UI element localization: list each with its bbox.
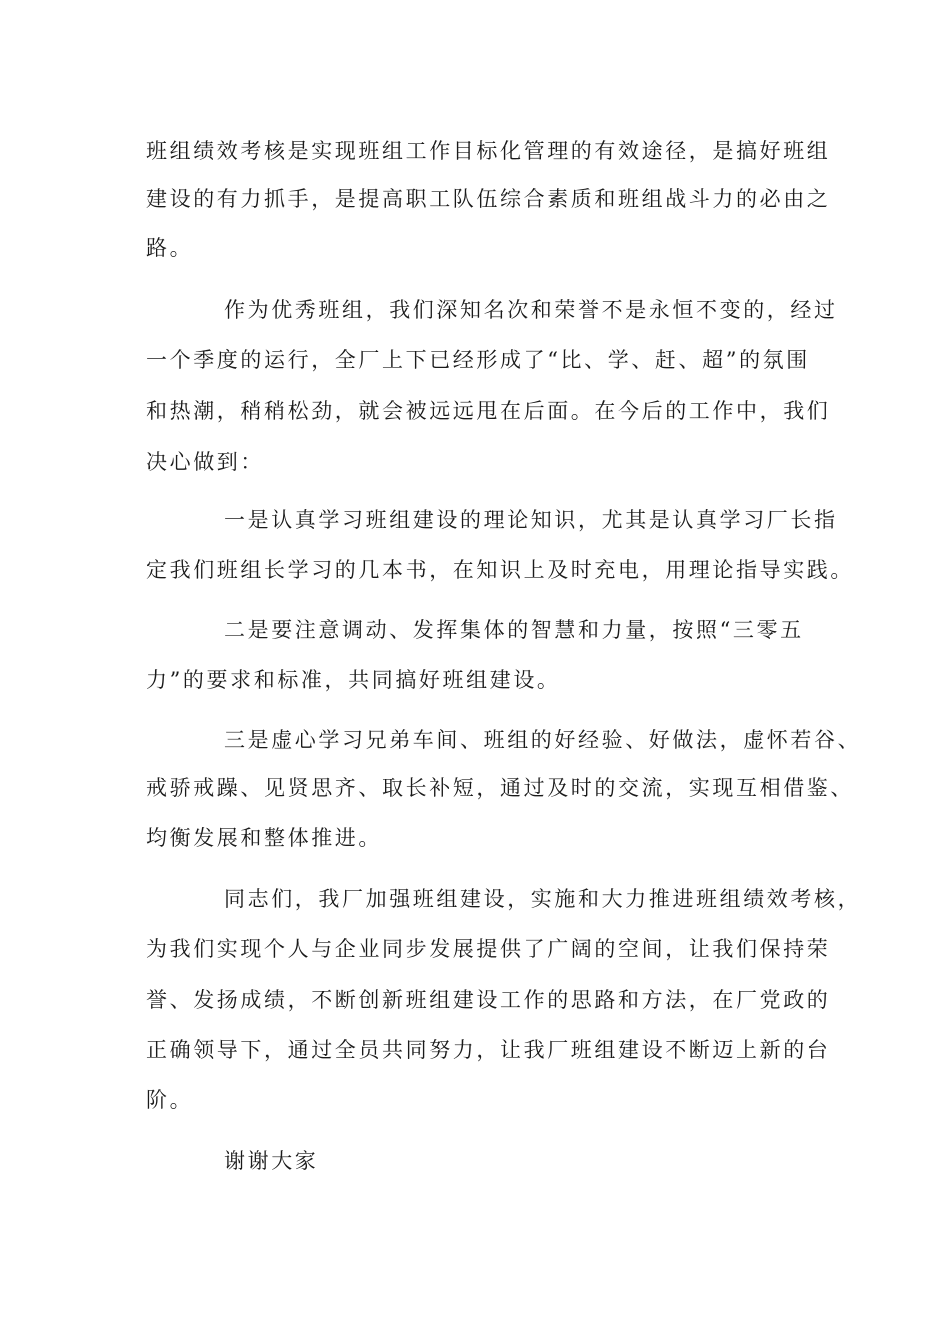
paragraph-4-line-1: 二是要注意调动、发挥集体的智慧和力量，按照“三零五 (224, 618, 804, 642)
paragraph-6-line-4: 正确领导下，通过全员共同努力，让我厂班组建设不断迈上新的台 (146, 1038, 831, 1062)
paragraph-6-line-1: 同志们，我厂加强班组建设，实施和大力推进班组绩效考核， (224, 887, 862, 911)
paragraph-1-line-3: 路。 (146, 236, 194, 260)
paragraph-2-line-3: 和热潮，稍稍松劲，就会被远远甩在后面。在今后的工作中，我们 (146, 399, 831, 423)
paragraph-6-line-2: 为我们实现个人与企业同步发展提供了广阔的空间，让我们保持荣 (146, 937, 831, 961)
paragraph-2-line-1: 作为优秀班组，我们深知名次和荣誉不是永恒不变的，经过 (224, 298, 838, 322)
paragraph-1-line-1: 班组绩效考核是实现班组工作目标化管理的有效途径，是搞好班组 (146, 139, 831, 163)
paragraph-6-line-5: 阶。 (146, 1088, 194, 1112)
paragraph-4-line-2: 力”的要求和标准，共同搞好班组建设。 (146, 668, 561, 692)
paragraph-5-line-1: 三是虚心学习兄弟车间、班组的好经验、好做法，虚怀若谷、 (224, 728, 862, 752)
closing-line: 谢谢大家 (224, 1149, 319, 1173)
paragraph-1-line-2: 建设的有力抓手，是提高职工队伍综合素质和班组战斗力的必由之 (146, 187, 831, 211)
paragraph-6-line-3: 誉、发扬成绩，不断创新班组建设工作的思路和方法，在厂党政的 (146, 988, 831, 1012)
paragraph-2-line-2: 一个季度的运行，全厂上下已经形成了“比、学、赶、超”的氛围 (146, 348, 810, 372)
paragraph-5-line-3: 均衡发展和整体推进。 (146, 826, 382, 850)
paragraph-3-line-1: 一是认真学习班组建设的理论知识，尤其是认真学习厂长指 (224, 508, 838, 532)
paragraph-3-line-2: 定我们班组长学习的几本书，在知识上及时充电，用理论指导实践。 (146, 558, 854, 582)
paragraph-2-line-4: 决心做到： (146, 450, 264, 474)
paragraph-5-line-2: 戒骄戒躁、见贤思齐、取长补短，通过及时的交流，实现互相借鉴、 (146, 776, 854, 800)
